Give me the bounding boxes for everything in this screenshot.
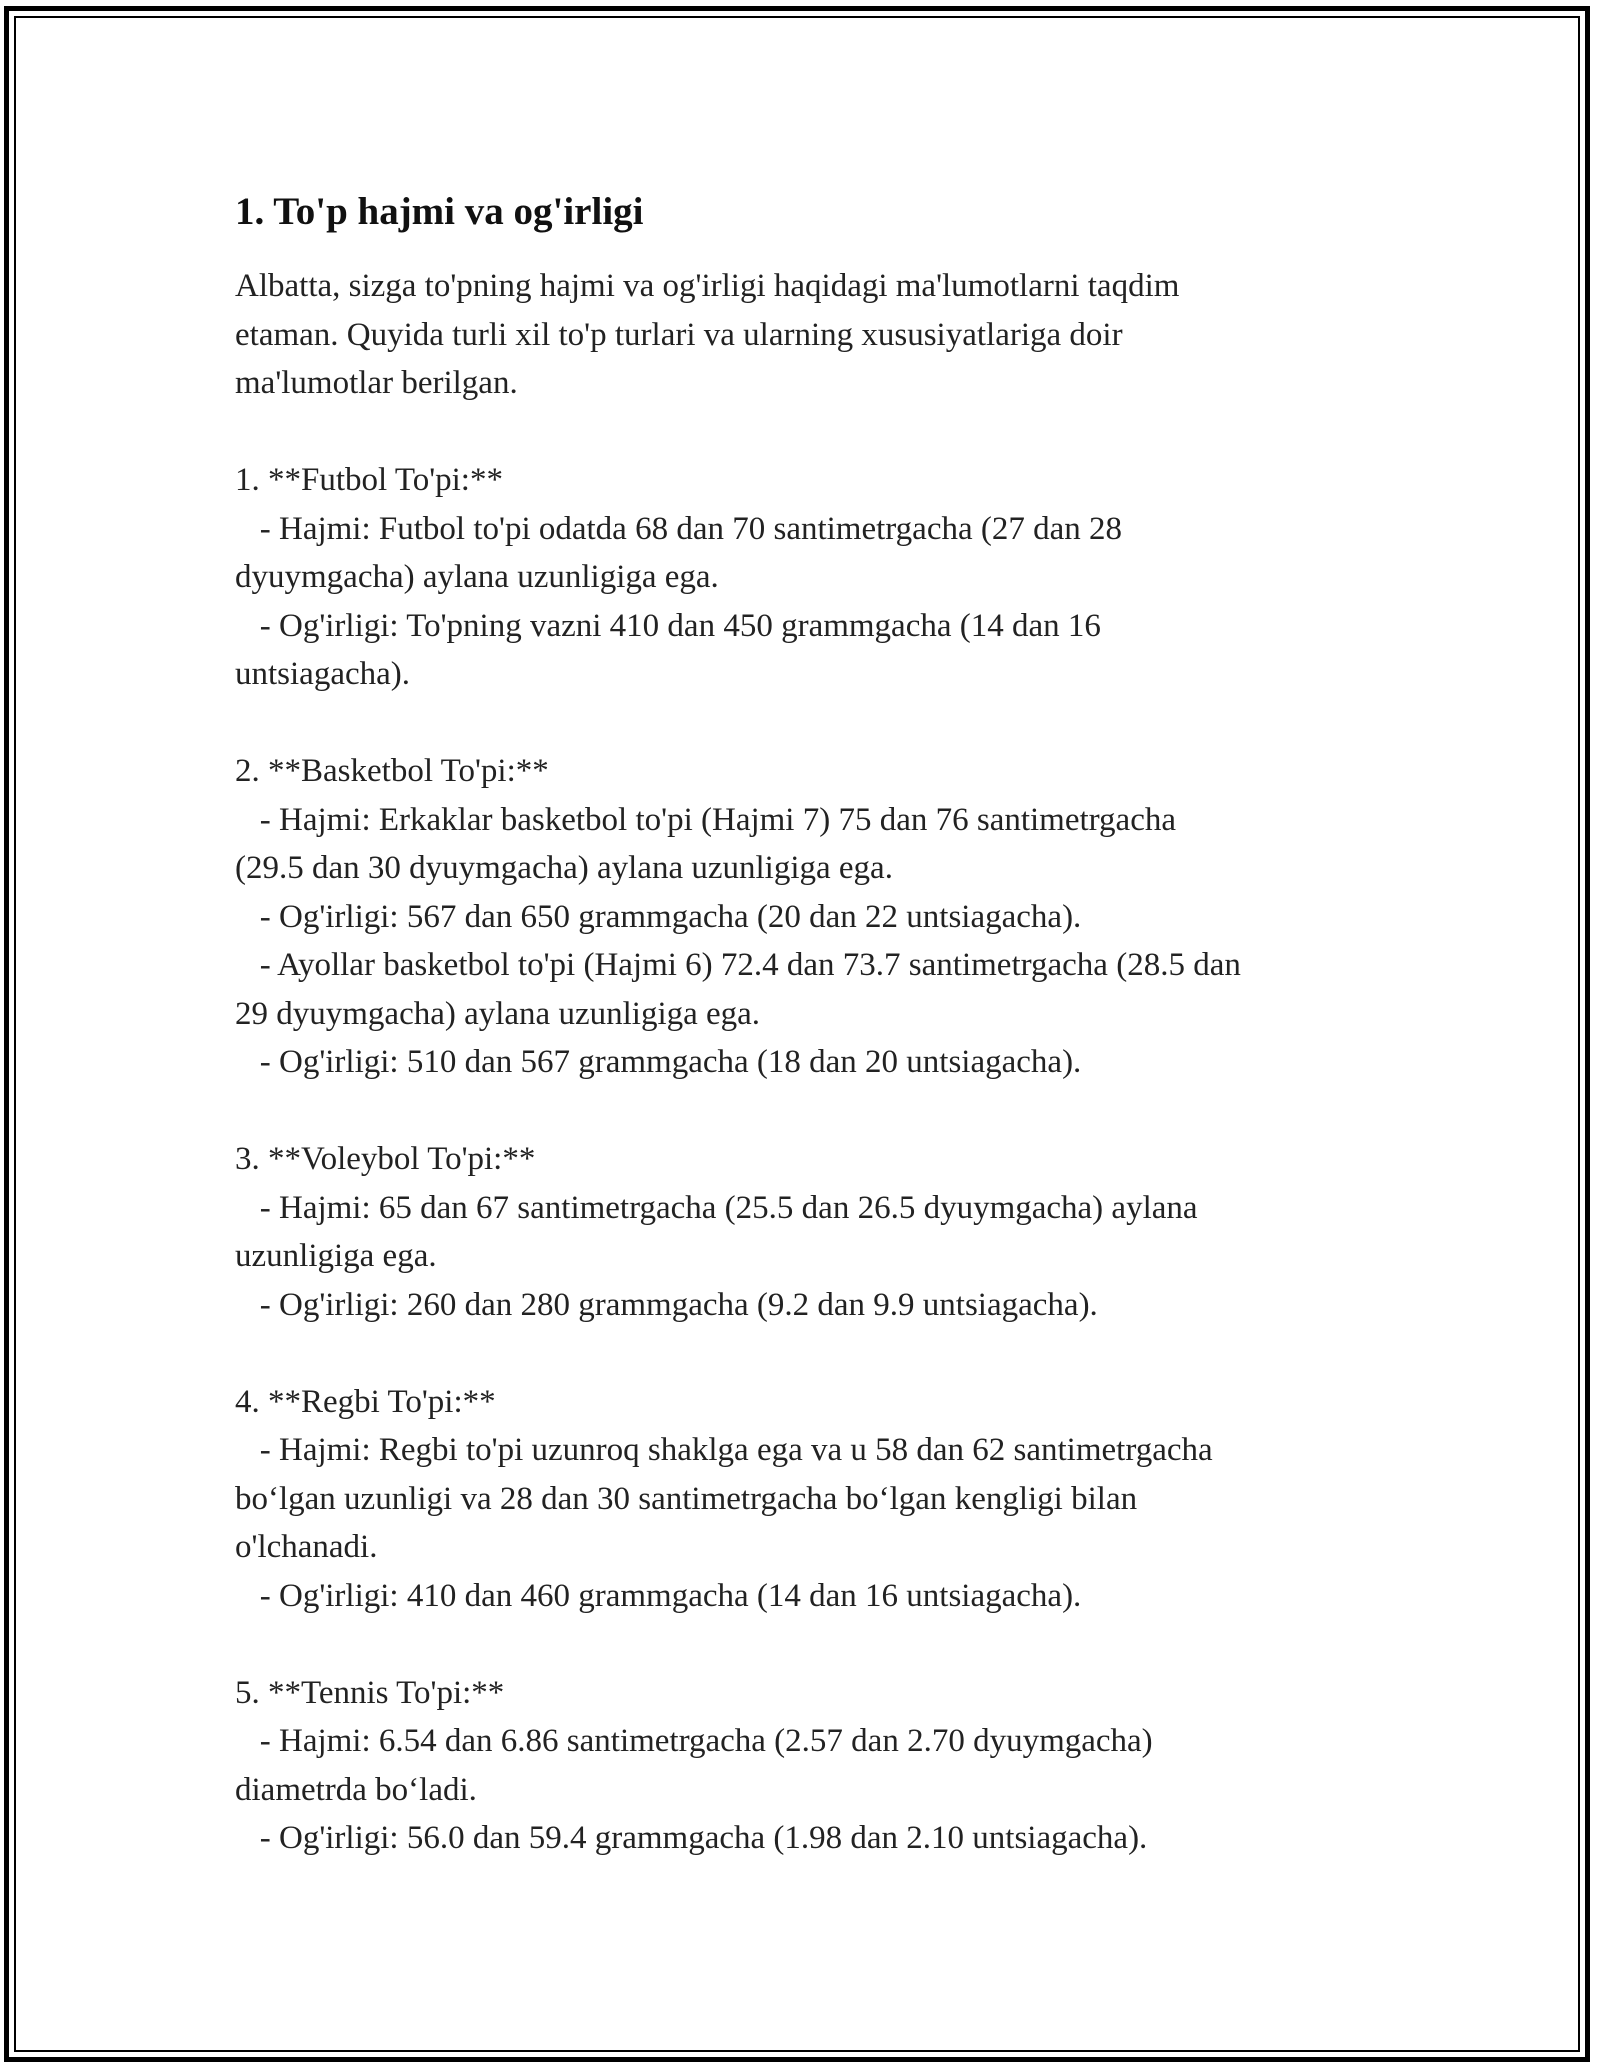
section-heading: 1. **Futbol To'pi:** bbox=[235, 462, 503, 498]
section-futbol bbox=[235, 456, 1375, 699]
spacer bbox=[235, 1087, 1375, 1136]
section-regbi bbox=[235, 1378, 1375, 1621]
section-heading: 5. **Tennis To'pi:** bbox=[235, 1674, 505, 1711]
section-body: - Hajmi: Erkaklar basketbol to'pi (Hajmi 7) 75 dan 76 santimetrgacha (29.5 dan 30 dyuymgacha) aylana uzunligiga ega. - Og'irligi: 567 dan 650 grammgacha (20 dan 22 untsiagacha). - Ayollar basketbol to'pi (Hajmi 6) 72.4 dan 73.7 santimetrgacha (28.5 dan 29 dyuymgacha) aylana uzunligiga ega. - Og'irligi: 510 dan 567 grammgacha (18 dan 20 untsiagacha). bbox=[235, 801, 1241, 1080]
section-tennis bbox=[235, 1669, 1375, 1863]
section-heading: 3. **Voleybol To'pi:** bbox=[235, 1141, 536, 1177]
document-body bbox=[235, 186, 1375, 1863]
section-voleybol bbox=[235, 1135, 1375, 1329]
section-heading: 2. **Basketbol To'pi:** bbox=[235, 753, 549, 789]
spacer bbox=[235, 408, 1375, 457]
section-body: - Hajmi: 6.54 dan 6.86 santimetrgacha (2.57 dan 2.70 dyuymgacha) diametrda bo‘ladi. - Og'irligi: 56.0 dan 59.4 grammgacha (1.98 dan 2.10 untsiagacha). bbox=[235, 1723, 1153, 1856]
spacer bbox=[235, 699, 1375, 748]
section-heading: 4. **Regbi To'pi:** bbox=[235, 1383, 496, 1420]
section-body: - Hajmi: Regbi to'pi uzunroq shaklga ega va u 58 dan 62 santimetrgacha bo‘lgan uzunligi va 28 dan 30 santimetrgacha bo‘lgan kengligi bilan o'lchanadi. - Og'irligi: 410 dan 460 grammgacha (14 dan 16 untsiagacha). bbox=[235, 1432, 1213, 1614]
spacer bbox=[235, 1620, 1375, 1669]
section-basketbol bbox=[235, 747, 1375, 1087]
section-body: - Hajmi: Futbol to'pi odatda 68 dan 70 santimetrgacha (27 dan 28 dyuymgacha) aylana uzunligiga ega. - Og'irligi: To'pning vazni 410 dan 450 grammgacha (14 dan 16 untsiagacha). bbox=[235, 510, 1123, 692]
spacer bbox=[235, 1329, 1375, 1378]
intro-paragraph: Albatta, sizga to'pning hajmi va og'irligi haqidagi ma'lumotlarni taqdim etaman. Quyida turli xil to'p turlari va ularning xususiyatlariga doir ma'lumotlar berilgan. bbox=[235, 268, 1180, 401]
page-title: 1. To'p hajmi va og'irligi bbox=[235, 190, 644, 233]
section-body: - Hajmi: 65 dan 67 santimetrgacha (25.5 dan 26.5 dyuymgacha) aylana uzunligiga ega. - Og'irligi: 260 dan 280 grammgacha (9.2 dan 9.9 untsiagacha). bbox=[235, 1189, 1198, 1323]
